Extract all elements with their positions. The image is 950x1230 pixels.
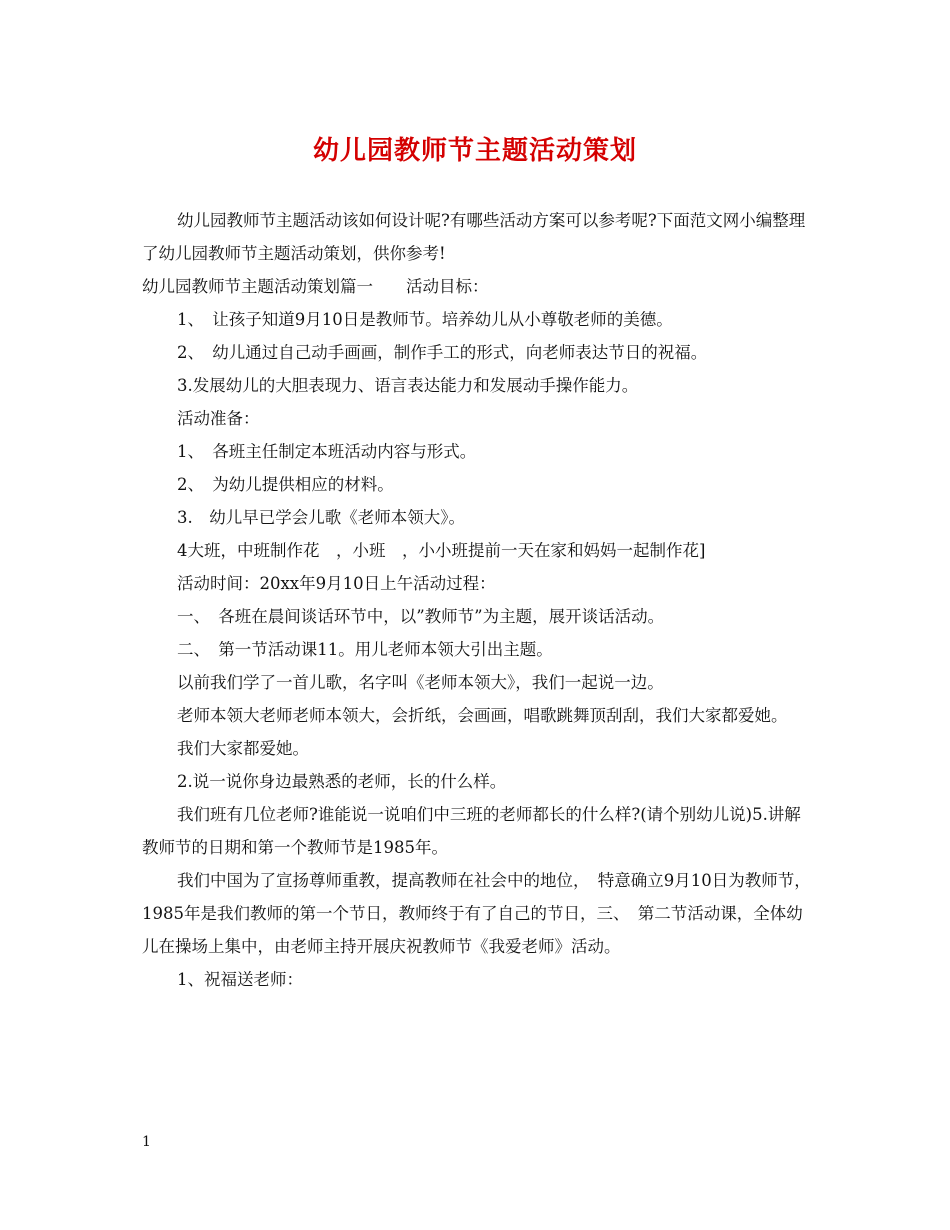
preparation-item-1: 1、 各班主任制定本班活动内容与形式。 [177, 442, 477, 461]
process-step-2: 二、 第一节活动课11。用儿老师本领大引出主题。 [177, 640, 553, 659]
goal-item-2: 2、 幼儿通过自己动手画画，制作手工的形式，向老师表达节日的祝福。 [177, 343, 708, 362]
page-number: 1 [142, 1134, 151, 1150]
activity-time: 活动时间：20xx年9月10日上午活动过程： [177, 574, 496, 593]
preparation-item-3: 3. 幼儿早已学会儿歌《老师本领大》。 [177, 508, 465, 527]
process-step-1: 一、 各班在晨间谈话环节中，以”教师节”为主题，展开谈话活动。 [177, 607, 665, 626]
preparation-heading: 活动准备： [177, 409, 260, 428]
section-heading: 幼儿园教师节主题活动策划篇一 活动目标： [142, 277, 489, 296]
document-body [142, 204, 814, 996]
content-paragraph: 我们大家都爱她。 [177, 739, 309, 758]
rhyme-paragraph: 老师本领大老师老师本领大，会折纸，会画画，唱歌跳舞顶刮刮，我们大家都爱她。 [177, 706, 788, 725]
content-paragraph: 我们班有几位老师?谁能说一说咱们中三班的老师都长的什么样?(请个别幼儿说)5.讲解教师节的日期和第一个教师节是1985年。 [142, 805, 801, 857]
content-paragraph: 以前我们学了一首儿歌，名字叫《老师本领大》，我们一起说一边。 [177, 673, 664, 692]
goal-item-3: 3.发展幼儿的大胆表现力、语言表达能力和发展动手操作能力。 [177, 376, 639, 395]
preparation-item-2: 2、 为幼儿提供相应的材料。 [177, 475, 394, 494]
document-title: 幼儿园教师节主题活动策划 [312, 136, 637, 166]
intro-paragraph: 幼儿园教师节主题活动该如何设计呢?有哪些活动方案可以参考呢?下面范文网小编整理了幼儿园教师节主题活动策划，供你参考! [142, 211, 806, 263]
blessing-heading: 1、祝福送老师： [177, 970, 303, 989]
content-paragraph: 2.说一说你身边最熟悉的老师，长的什么样。 [177, 772, 507, 791]
goal-item-1: 1、 让孩子知道9月10日是教师节。培养幼儿从小尊敬老师的美德。 [177, 310, 673, 329]
content-paragraph: 我们中国为了宣扬尊师重教，提高教师在社会中的地位， 特意确立9月10日为教师节，1985年是我们教师的第一个节日，教师终于有了自己的节日，三、 第二节活动课，全体幼儿在操场上集中，由老师主持开展庆祝教师节《我爱老师》活动。 [142, 871, 811, 956]
preparation-item-4: 4大班，中班制作花 ，小班 ，小小班提前一天在家和妈妈一起制作花] [177, 541, 706, 560]
